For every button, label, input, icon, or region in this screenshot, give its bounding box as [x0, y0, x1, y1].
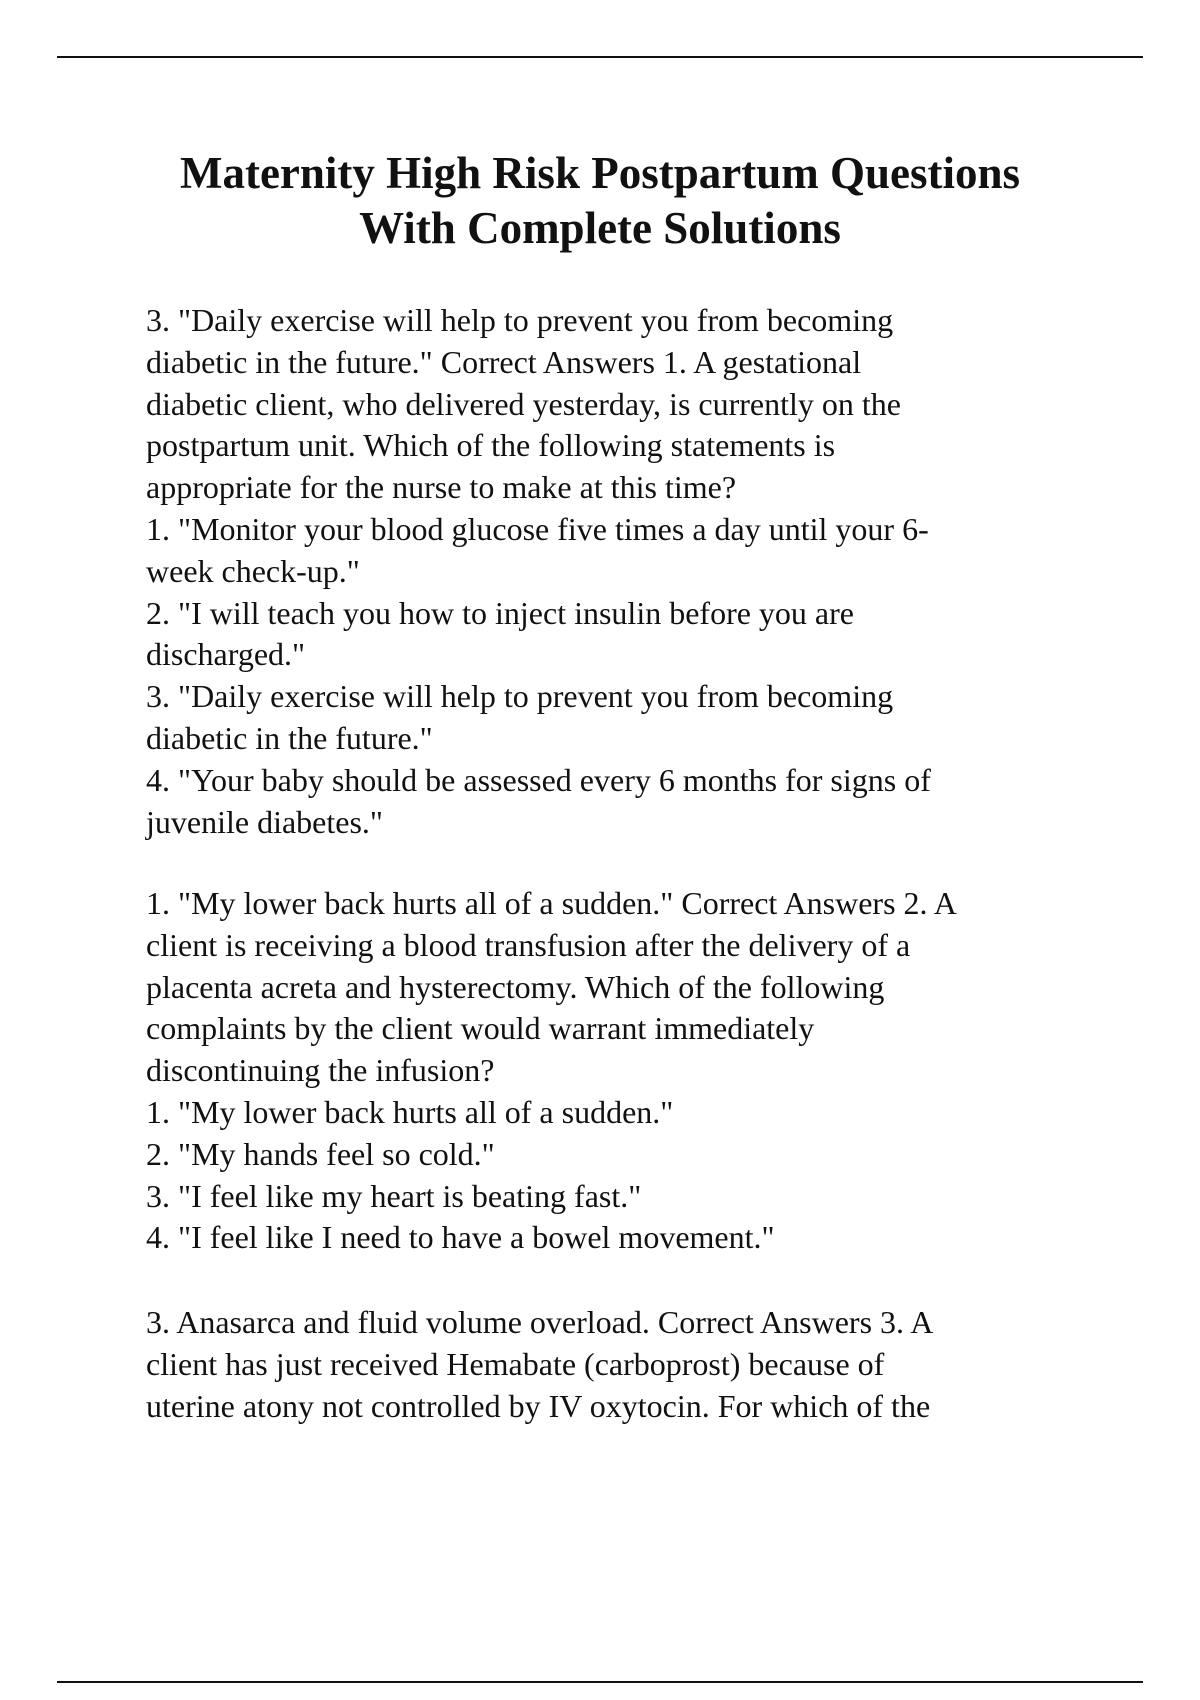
text-line: 1. "My lower back hurts all of a sudden." Correct Answers 2. A: [146, 885, 957, 921]
text-line: discharged.": [146, 636, 306, 673]
text-line: juvenile diabetes.": [146, 803, 383, 840]
text-line: client is receiving a blood transfusion after the delivery of a: [146, 926, 911, 963]
text-line: diabetic client, who delivered yesterday, is currently on the: [146, 385, 901, 422]
text-line: 3. Anasarca and fluid volume overload. Correct Answers 3. A: [146, 1304, 934, 1340]
text-line: 3. "I feel like my heart is beating fast.": [146, 1177, 642, 1214]
text-line: 2. "My hands feel so cold.": [146, 1135, 495, 1172]
footer-rule: [57, 1681, 1143, 1683]
text-line: 4. "Your baby should be assessed every 6 months for signs of: [146, 761, 931, 798]
document-title: [100, 146, 1100, 256]
text-line: 1. "My lower back hurts all of a sudden.": [146, 1093, 674, 1130]
question-block-2: [146, 883, 1146, 1259]
text-line: 1. "Monitor your blood glucose five times a day until your 6-: [146, 510, 929, 547]
text-line: complaints by the client would warrant immediately: [146, 1010, 815, 1047]
text-line: 3. "Daily exercise will help to prevent you from becoming: [146, 302, 894, 338]
text-line: diabetic in the future." Correct Answers 1. A gestational: [146, 343, 862, 380]
text-line: postpartum unit. Which of the following statements is: [146, 427, 836, 464]
title-line: Maternity High Risk Postpartum Questions: [179, 148, 1020, 198]
question-block-3: [146, 1302, 1146, 1427]
text-line: placenta acreta and hysterectomy. Which of the following: [146, 968, 885, 1005]
text-line: week check-up.": [146, 552, 360, 589]
text-line: 2. "I will teach you how to inject insulin before you are: [146, 594, 854, 631]
title-line: With Complete Solutions: [359, 203, 841, 253]
question-block-1: [146, 300, 1146, 843]
text-line: discontinuing the infusion?: [146, 1052, 495, 1089]
text-line: appropriate for the nurse to make at this time?: [146, 469, 737, 506]
text-line: diabetic in the future.": [146, 719, 433, 756]
text-line: 4. "I feel like I need to have a bowel movement.": [146, 1219, 775, 1256]
header-rule: [57, 56, 1143, 58]
text-line: 3. "Daily exercise will help to prevent you from becoming: [146, 678, 894, 715]
text-line: uterine atony not controlled by IV oxytocin. For which of the: [146, 1387, 931, 1424]
text-line: client has just received Hemabate (carboprost) because of: [146, 1345, 885, 1382]
